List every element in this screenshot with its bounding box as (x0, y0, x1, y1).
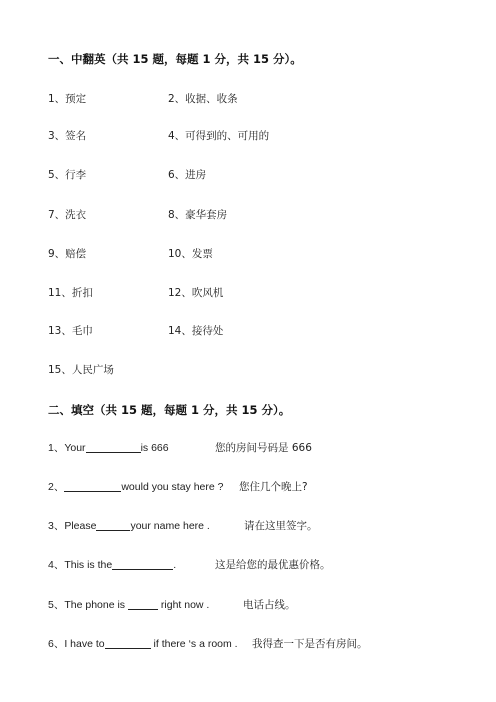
vocab-item-3: 3、签名 (48, 130, 87, 142)
fill-item-5 (48, 597, 209, 612)
fill-item-text-after: right now . (160, 599, 210, 611)
vocab-item-1: 1、预定 (48, 93, 87, 105)
section2-title: 二、填空（共 15 题，每题 1 分，共 15 分）。 (48, 403, 291, 417)
fill-item-text-after: . (173, 559, 177, 571)
vocab-item-9: 9、赔偿 (48, 248, 87, 260)
fill-item-translation: 这是给您的最优惠价格。 (215, 559, 331, 571)
fill-item-text-before: 1、Your (48, 442, 86, 454)
fill-item-text-after: would you stay here ? (121, 481, 224, 493)
fill-item-translation: 请在这里签字。 (244, 520, 318, 532)
vocab-item-2: 2、收据、收条 (168, 93, 238, 105)
answer-blank[interactable] (86, 441, 141, 453)
fill-item-text-before: 5、The phone is (48, 599, 126, 611)
vocab-item-14: 14、接待处 (168, 325, 224, 337)
section1-title: 一、中翻英（共 15 题，每题 1 分，共 15 分）。 (48, 52, 302, 66)
fill-item-6 (48, 636, 238, 651)
vocab-item-5: 5、行李 (48, 169, 87, 181)
answer-blank[interactable] (96, 519, 130, 531)
vocab-item-12: 12、吹风机 (168, 287, 224, 299)
fill-item-translation: 您住几个晚上? (239, 481, 308, 493)
vocab-item-13: 13、毛巾 (48, 325, 93, 337)
vocab-item-11: 11、折扣 (48, 287, 93, 299)
fill-item-text-after: is 666 (140, 442, 169, 454)
answer-blank[interactable] (105, 637, 151, 649)
vocab-item-4: 4、可得到的、可用的 (168, 130, 270, 142)
fill-item-translation: 我得查一下是否有房间。 (252, 638, 368, 650)
fill-item-translation: 电话占线。 (243, 599, 296, 611)
answer-blank[interactable] (112, 558, 173, 570)
vocab-item-8: 8、豪华套房 (168, 209, 228, 221)
fill-item-text-before: 2、 (48, 481, 65, 493)
fill-item-text-before: 6、I have to (48, 638, 105, 650)
fill-item-text-after: your name here . (130, 520, 210, 532)
fill-item-text-before: 3、Please (48, 520, 97, 532)
vocab-item-6: 6、进房 (168, 169, 207, 181)
fill-item-2 (48, 479, 224, 494)
fill-item-translation: 您的房间号码是 666 (215, 442, 312, 454)
fill-item-text-before: 4、This is the (48, 559, 113, 571)
answer-blank[interactable] (128, 598, 158, 610)
answer-blank[interactable] (64, 480, 121, 492)
vocab-item-10: 10、发票 (168, 248, 213, 260)
fill-item-4 (48, 557, 176, 572)
fill-item-text-after: if there ‘s a room . (153, 638, 238, 650)
fill-item-1 (48, 440, 169, 455)
fill-item-3 (48, 518, 210, 533)
vocab-item-7: 7、洗衣 (48, 209, 87, 221)
vocab-item-15: 15、人民广场 (48, 364, 114, 376)
